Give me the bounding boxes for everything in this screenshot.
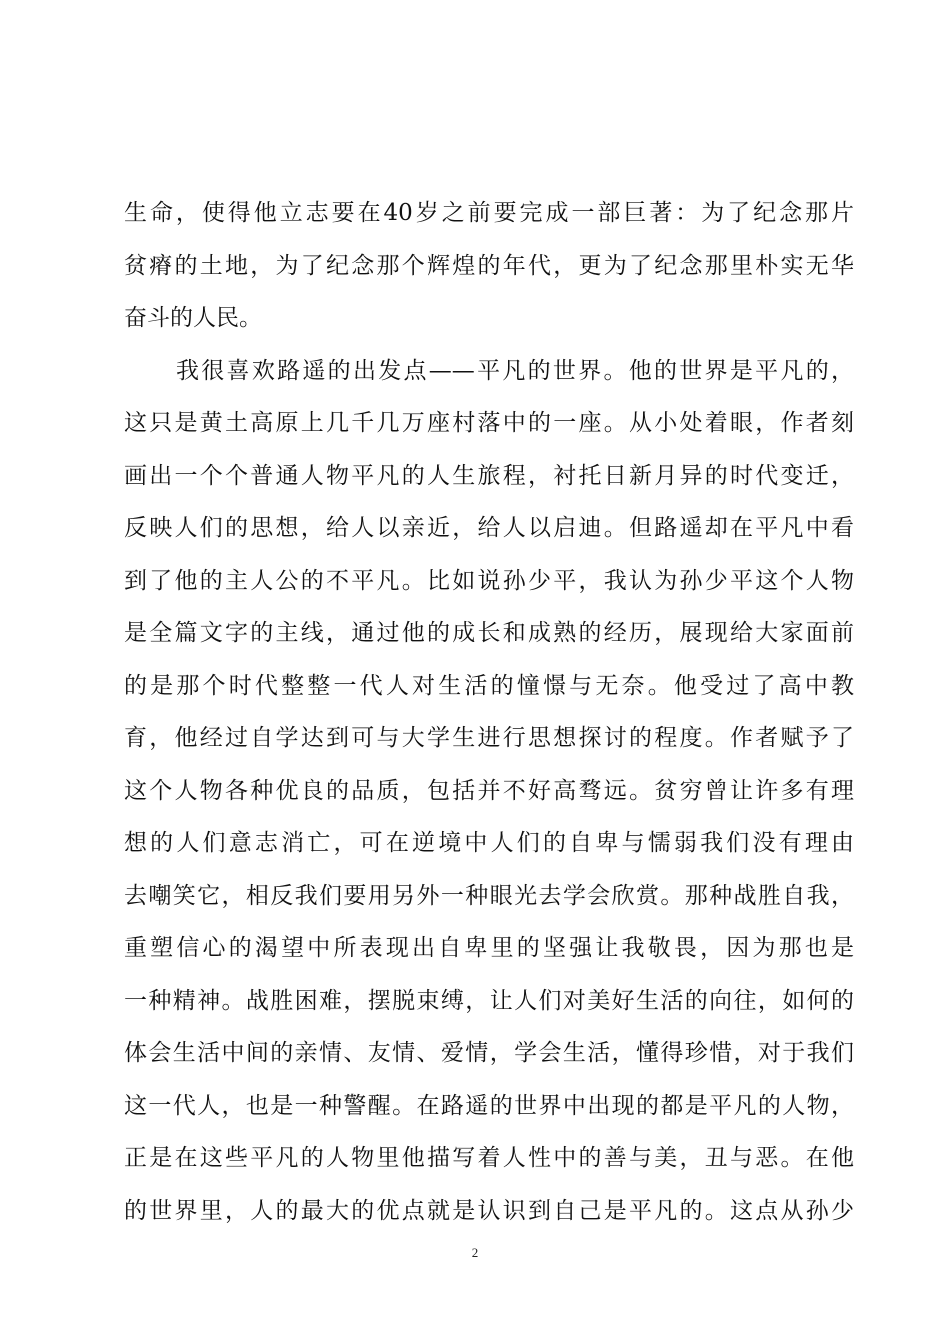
text-line: 贫瘠的土地，为了纪念那个辉煌的年代，更为了纪念那里朴实无华: [124, 252, 854, 279]
text-line: 到了他的主人公的不平凡。比如说孙少平，我认为孙少平这个人物: [124, 567, 854, 594]
text-line: 这个人物各种优良的品质，包括并不好高骛远。贫穷曾让许多有理: [124, 777, 854, 804]
text-line: 体会生活中间的亲情、友情、爱情，学会生活，懂得珍惜，对于我们: [124, 1040, 854, 1066]
text-line: 正是在这些平凡的人物里他描写着人性中的善与美，丑与恶。在他: [124, 1145, 854, 1171]
text-line: 这只是黄土高原上几千几万座村落中的一座。从小处着眼，作者刻: [124, 410, 854, 436]
text-line: 的世界里，人的最大的优点就是认识到自己是平凡的。这点从孙少: [124, 1197, 854, 1224]
text-line: 我很喜欢路遥的出发点——平凡的世界。他的世界是平凡的，: [176, 357, 854, 384]
text-line: 去嘲笑它，相反我们要用另外一种眼光去学会欣赏。那种战胜自我，: [124, 882, 854, 909]
text-line: 奋斗的人民。: [124, 305, 262, 331]
text-line: 一种精神。战胜困难，摆脱束缚，让人们对美好生活的向往，如何的: [124, 987, 854, 1014]
text-line: 想的人们意志消亡，可在逆境中人们的自卑与懦弱我们没有理由: [124, 830, 854, 856]
text-line: 的是那个时代整整一代人对生活的憧憬与无奈。他受过了高中教: [124, 672, 854, 699]
text-line: 反映人们的思想，给人以亲近，给人以启迪。但路遥却在平凡中看: [124, 515, 854, 541]
text-line: 育，他经过自学达到可与大学生进行思想探讨的程度。作者赋予了: [124, 725, 854, 751]
text-line: 是全篇文字的主线，通过他的成长和成熟的经历，展现给大家面前: [124, 620, 854, 646]
text-line: 生命，使得他立志要在40岁之前要完成一部巨著：为了纪念那片: [124, 200, 854, 226]
text-line: 画出一个个普通人物平凡的人生旅程，衬托日新月异的时代变迁，: [124, 462, 854, 489]
body-text: [124, 187, 854, 1237]
text-line: 重塑信心的渴望中所表现出自卑里的坚强让我敬畏，因为那也是: [124, 935, 854, 961]
text-line: 这一代人，也是一种警醒。在路遥的世界中出现的都是平凡的人物，: [124, 1092, 854, 1119]
page-number: 2: [471, 1245, 479, 1260]
